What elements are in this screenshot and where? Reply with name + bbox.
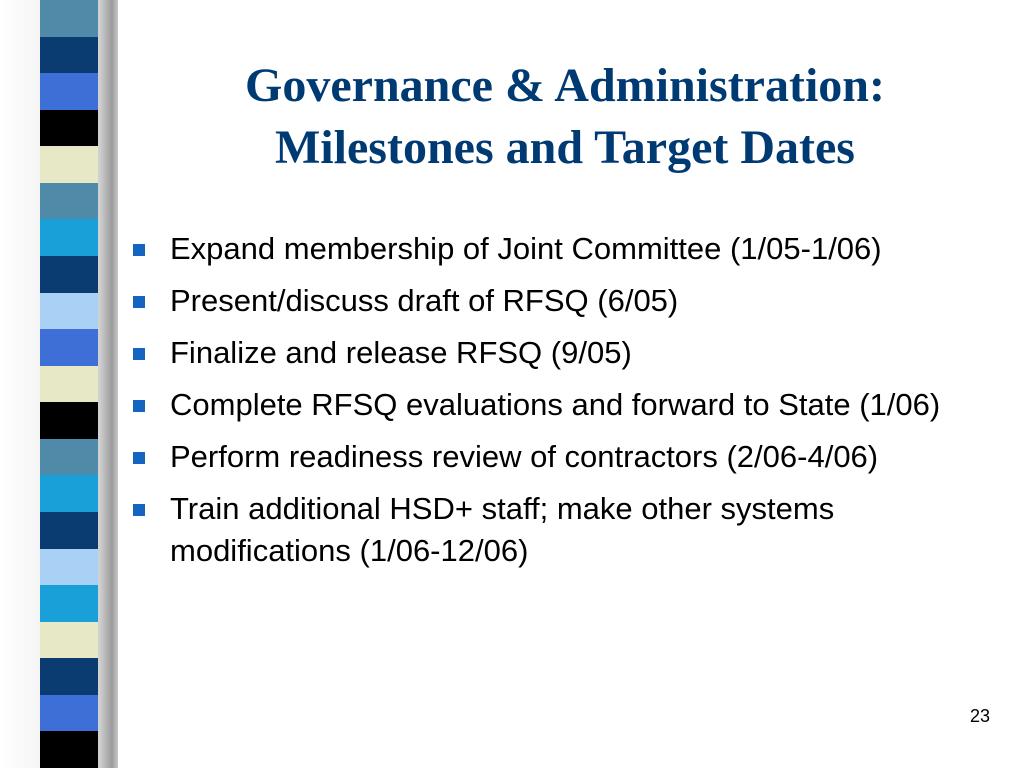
strip-block [40,256,98,293]
bullet-text: Finalize and release RFSQ (9/05) [170,335,632,370]
strip-block [40,110,98,147]
strip-block [40,183,98,220]
bullet-text: Present/discuss draft of RFSQ (6/05) [170,283,679,318]
strip-block [40,0,98,37]
strip-block [40,439,98,476]
page-number: 23 [969,706,990,726]
square-bullet-icon [133,452,145,464]
strip-block [40,293,98,330]
bullet-item [130,228,1000,270]
square-bullet-icon [133,504,145,516]
bullet-text: Perform readiness review of contractors (2/06-4/06) [170,439,879,474]
strip-block [40,329,98,366]
bullet-item [130,436,1000,478]
square-bullet-icon [133,348,145,360]
bullet-list [130,228,1000,582]
bullet-text: Train additional HSD+ staff; make other systems modifications (1/06-12/06) [170,491,835,568]
strip-block [40,37,98,74]
strip-block [40,402,98,439]
strip-block [40,695,98,732]
strip-block [40,73,98,110]
bullet-text: Complete RFSQ evaluations and forward to State (1/06) [170,387,941,422]
slide-title [150,55,980,179]
title-line-1: Governance & Administration: [245,59,885,112]
bullet-item [130,280,1000,322]
square-bullet-icon [133,244,145,256]
strip-block [40,219,98,256]
strip-block [40,549,98,586]
bullet-text: Expand membership of Joint Committee (1/05-1/06) [170,231,882,266]
strip-block [40,585,98,622]
square-bullet-icon [133,296,145,308]
bullet-item [130,488,1000,572]
decorative-color-strip [40,0,98,768]
strip-block [40,658,98,695]
strip-block [40,512,98,549]
strip-block [40,146,98,183]
title-line-2: Milestones and Target Dates [275,121,855,174]
square-bullet-icon [133,400,145,412]
strip-block [40,366,98,403]
strip-block [40,731,98,768]
strip-block [40,622,98,659]
strip-block [40,475,98,512]
bullet-item [130,332,1000,374]
bullet-item [130,384,1000,426]
